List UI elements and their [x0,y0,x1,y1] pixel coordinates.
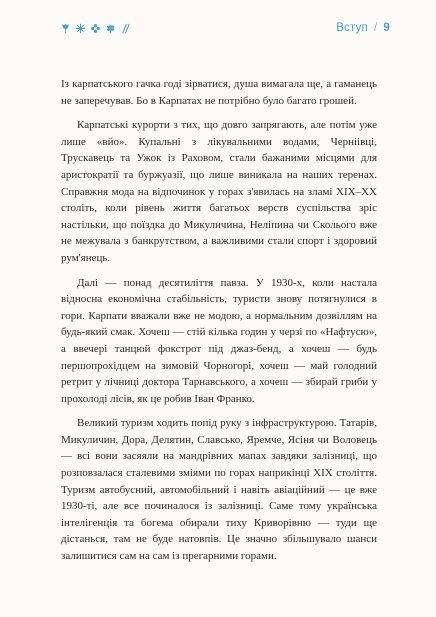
header-ornament [60,23,131,34]
body-text [61,76,377,573]
running-head [336,22,390,34]
paragraph: Карпатські курорти з тих, що довго запрягають, але потім уже лише «вйо». Купальні з лікувальними водами, Черніівці, Трускавець та Ужок із Раховом, стали бажаними місцями для аристократії та буржуазії, що лише виникала на наших теренах. Справжня мода на відпочинок у горах з'явилась на зламі XIX–XX століть, коли рівень життя багатьох верств суспільства зріс настільки, що поїздка до Микуличина, Неліпина чи Сколього вже не межувала з банкрутством, а важливими стали спорт і здоровий рум'янець. [61,119,377,264]
paragraph: Із карпатського гачка годі зірватися, душа вимагала ще, а гаманець не заперечував. Бо в Карпатах не потрібно було багато грошей. [61,78,377,107]
page-number: 9 [383,22,390,34]
tulip-icon [60,23,71,34]
snowflake-icon [75,23,86,34]
flower-icon [90,23,101,34]
paragraph: Великий туризм ходить попід руку з інфраструктурою. Татарів, Микуличин, Дора, Делятин, Славсько, Яремче, Ясіня чи Воловець — всі вони засяяли на мандрівних мапах завдяки залізниці, що розповзалася сталевими зміями по горах наприкінці XIX століття. Туризм автобусний, автомобільний і навіть авіаційний — це вже 1930-ті, але все починалося із залізниці. Саме тому українська інтелігенція та богема обирали тиху Криворівню — туди ще дістанься, там не буде натовпів. Це значно збільшувало шанси залишитися сам на сам із прегарними горами. [61,417,377,563]
wheat-icon [120,23,131,34]
header-separator: / [373,22,378,34]
section-title: Вступ [336,22,368,34]
paragraph: Далі — понад десятиліття павза. У 1930-х, коли настала відносна економічна стабільність, туристи знову потягнулися в гори. Карпати вважали вже не модою, а нормальним дозвіллям на будь-який смак. Хочеш — стій кілька годин у черзі по «Нафтусю», а ввечері танцюй фокстрот під джаз-бенд, а хочеш — будь першопрохідцем на зимовій Чорногорі, хочеш — май голодний ретрит у лічниці доктора Тарнавського, а хочеш — збирай гриби у прохолоді лісів, як це робив Іван Франко. [61,276,377,405]
sprig-icon [105,23,116,34]
